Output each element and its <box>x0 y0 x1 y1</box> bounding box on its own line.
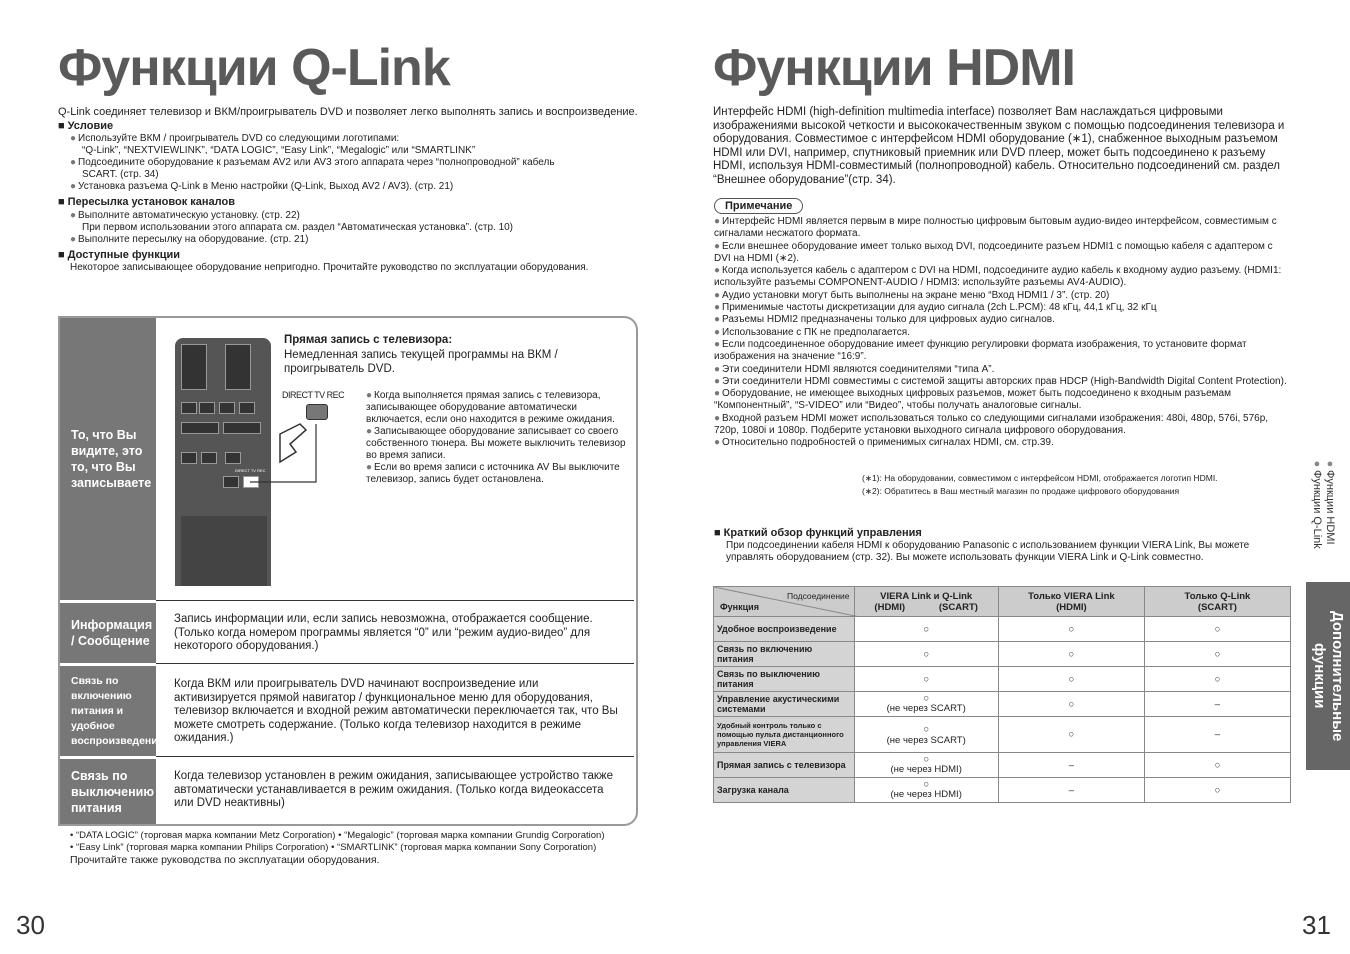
hdmi-note: ● Эти соединители HDMI совместимы с системой защиты авторских прав HDCP (High-Bandwidth Digital Content Protection). <box>714 376 1288 388</box>
left-page-title: Функции Q-Link <box>58 39 450 97</box>
header-viera-qlink <box>854 587 998 617</box>
control-overview-heading: ■ Краткий обзор функций управления <box>714 527 922 541</box>
direct-rec-notes <box>366 390 628 486</box>
cell-viera-qlink-note: (не через HDMI) <box>890 789 962 800</box>
hdmi-note: ● Относительно подробностей о применимых сигналах HDMI, см. стр.39. <box>714 437 1288 449</box>
channel-item-cont: При первом использовании этого аппарата см. раздел “Автоматическая установка”. (стр. 10) <box>82 221 514 233</box>
hdmi-note: ● Использование с ПК не предполагается. <box>714 327 1288 339</box>
hdmi-note: ● Оборудование, не имеющее выходных цифровых разъемов, может быть подсоединено к входным разъемам “Компонентный”, “S-VIDEO” или “Видео”, чтобы получать аналоговые сигналы. <box>714 388 1288 413</box>
cell-viera-qlink: ○ <box>923 693 930 704</box>
direct-rec-note: ● Если во время записи с источника AV Вы выключите телевизор, запись будет остановлена. <box>366 462 628 486</box>
cell-viera-qlink-note: (не через HDMI) <box>890 764 962 775</box>
hdmi-footnotes <box>862 472 1218 498</box>
pointing-hand-icon <box>240 414 330 484</box>
hdmi-intro: Интерфейс HDMI (high-definition multimedia interface) позволяет Вам наслаждаться цифровыми изображениями высокой четкости и высококачественным звуком с помощью подсоединения телевизора и оборудования. Совместимое с интерфейсом HDMI оборудование (∗1), снабженное выходным разъемом HDMI или DVI, например, спутниковый приемник или DVD плеер, может быть подсоединено к разъему HDMI, используя HDMI-совместимый (полнопроводной) кабель. Относительно подсоединений см. раздел “Внешнее оборудование”(стр. 34). <box>713 106 1285 186</box>
page-number-right: 31 <box>1302 910 1331 940</box>
cell-qlink-only: – <box>1144 692 1290 717</box>
left-intro-section <box>58 106 638 274</box>
qlink-label-power-off: Связь по выключению питания <box>60 759 156 824</box>
header-qlink-only-scart: (SCART) <box>1197 601 1237 613</box>
side-index-hdmi: ●Функции HDMI <box>1324 458 1336 545</box>
functions-table <box>713 586 1291 803</box>
qlink-info-text: Запись информации или, если запись невозможна, отображается сообщение. (Только когда номером программы является “0” или “режим аудио-видео” для некоторого оборудования.) <box>174 613 593 652</box>
header-qlink-only-label: Только Q-Link <box>1184 590 1251 602</box>
footnote-2: (∗2): Обратитесь в Ваш местный магазин по продаже цифрового оборудования <box>862 486 1180 496</box>
row-divider <box>156 756 634 757</box>
cell-qlink-only: ○ <box>1144 753 1290 778</box>
header-connection: Подсоединение <box>786 591 850 601</box>
side-index <box>1310 458 1336 549</box>
cell-qlink-only: ○ <box>1144 778 1290 803</box>
row-function: Связь по включению питания <box>714 642 855 667</box>
hdmi-note: ● Разъемы HDMI2 предназначены только для цифровых аудио сигналов. <box>714 314 1288 326</box>
row-function: Удобный контроль только с помощью пульта дистанционного управления VIERA <box>714 717 855 753</box>
direct-tv-rec-label: DIRECT TV REC <box>282 390 345 400</box>
channel-item: ● Выполните пересылку на оборудование. (стр. 21) <box>58 234 638 246</box>
qlink-label-what-you-see: То, что Вы видите, это то, что Вы записываете <box>60 318 156 600</box>
header-hdmi: (HDMI) <box>874 601 906 613</box>
row-divider <box>156 600 634 601</box>
qlink-intro: Q-Link соединяет телевизор и ВКМ/проигрыватель DVD и позволяет легко выполнять запись и воспроизведение. <box>58 106 638 118</box>
note-heading: Примечание <box>714 198 803 214</box>
remote-direct-label: DIRECT TV REC <box>235 468 266 473</box>
row-function: Управление акустическими системами <box>714 692 855 717</box>
cell-viera-qlink: ○ <box>923 673 930 685</box>
page-number-left: 30 <box>16 910 45 940</box>
condition-item-cont: “Q-Link”, “NEXTVIEWLINK”, “DATA LOGIC”, “Easy Link”, “Megalogic” или “SMARTLINK” <box>82 145 476 156</box>
row-function: Удобное воспроизведение <box>714 617 855 642</box>
condition-item-cont: SCART. (стр. 34) <box>82 169 159 180</box>
direct-rec-text: Немедленная запись текущей программы на ВКМ / проигрыватель DVD. <box>284 349 558 375</box>
section-tab-label: Дополнительные функции <box>1311 610 1346 742</box>
cell-qlink-only: ○ <box>1144 617 1290 642</box>
cell-viera-only: ○ <box>998 717 1144 753</box>
cell-qlink-only: ○ <box>1144 642 1290 667</box>
table-row <box>714 667 1291 692</box>
hdmi-note: ● Применимые частоты дискретизации для аудио сигнала (2ch L.PCM): 48 кГц, 44,1 кГц, 32 кГц <box>714 302 1288 314</box>
control-overview-text: При подсоединении кабеля HDMI к оборудованию Panasonic с использованием функции VIERA Link, Вы можете управлять оборудованием (стр. 32). Вы можете использовать функции VIERA Link и Q-Link совместно. <box>726 540 1250 563</box>
table-corner-header <box>714 587 855 617</box>
cell-viera-qlink: ○ <box>923 623 930 635</box>
hdmi-note: ● Когда используется кабель с адаптером с DVI на HDMI, подсоедините аудио кабель к входному аудио разъему. (HDMI1: используйте разъемы COMPONENT-AUDIO / HDMI3: используйте разъемы AV4-AUDIO). <box>714 265 1288 290</box>
cell-viera-only: – <box>998 753 1144 778</box>
side-index-qlink-label: Функции Q-Link <box>1311 470 1323 549</box>
cell-viera-qlink-note: (не через SCART) <box>886 734 966 746</box>
hdmi-note: ● Эти соединители HDMI являются соединителями “типа A”. <box>714 364 1288 376</box>
table-row <box>714 717 1291 753</box>
footnote-1: (∗1): На оборудовании, совместимом с интерфейсом HDMI, отображается логотип HDMI. <box>862 473 1218 483</box>
condition-item: ● Подсоедините оборудование к разъемам AV2 или AV3 этого аппарата через “полнопроводной” кабель <box>58 157 638 169</box>
row-function: Загрузка канала <box>714 778 855 803</box>
table-row <box>714 753 1291 778</box>
channel-item: ● Выполните автоматическую установку. (стр. 22) <box>58 210 638 222</box>
hdmi-note: ● Если внешнее оборудование имеет только выход DVI, подсоедините разъем HDMI1 с помощью кабеля с адаптером с DVI на HDMI (∗2). <box>714 241 1288 266</box>
row-divider <box>156 663 634 664</box>
cell-viera-only: ○ <box>998 642 1144 667</box>
available-functions-heading: ■ Доступные функции <box>58 249 638 263</box>
header-viera-qlink-label: VIERA Link и Q-Link <box>880 590 973 602</box>
table-row <box>714 692 1291 717</box>
row-function: Прямая запись с телевизора <box>714 753 855 778</box>
direct-rec-title: Прямая запись с телевизора: <box>284 334 453 346</box>
available-functions-text: Некоторое записывающее оборудование непригодно. Прочитайте руководство по эксплуатации оборудования. <box>70 262 589 273</box>
trademark-footnotes <box>70 830 605 866</box>
condition-item: ● Используйте ВКМ / проигрыватель DVD со следующими логотипами: <box>58 133 638 145</box>
table-row <box>714 617 1291 642</box>
qlink-power-off-text: Когда телевизор установлен в режим ожидания, записывающее устройство также автоматически устанавливается в режим ожидания. (Только когда видеокассета или DVD неактивны) <box>174 770 613 809</box>
cell-viera-qlink: ○ <box>923 779 930 790</box>
cell-qlink-only: – <box>1144 717 1290 753</box>
row-function: Связь по выключению питания <box>714 667 855 692</box>
hdmi-note: ● Аудио установки могут быть выполнены на экране меню “Вход HDMI1 / 3”. (стр. 20) <box>714 290 1288 302</box>
cell-qlink-only: ○ <box>1144 667 1290 692</box>
header-qlink-only <box>1144 587 1290 617</box>
condition-item: ● Установка разъема Q-Link в Меню настройки (Q-Link, Выход AV2 / AV3). (стр. 21) <box>58 181 638 193</box>
cell-viera-only: – <box>998 778 1144 803</box>
hdmi-note: ● Интерфейс HDMI является первым в мире полностью цифровым бытовым аудио-видео интерфейсом, совместимым с сигналами несжатого формата. <box>714 216 1288 241</box>
section-tab <box>1306 582 1350 770</box>
cell-viera-qlink: ○ <box>923 723 930 735</box>
cell-viera-qlink: ○ <box>923 648 930 660</box>
qlink-power-on-text: Когда ВКМ или проигрыватель DVD начинают воспроизведение или активизируется прямой навигатор / функциональное меню для оборудования, телевизор включается и входной режим автоматически переключается так, что Вы можете смотреть содержание. (Только когда телевизор находится в режиме ожидания.) <box>174 678 618 744</box>
header-viera-only-label: Только VIERA Link <box>1028 590 1115 602</box>
side-index-hdmi-label: Функции HDMI <box>1324 470 1336 545</box>
channel-transfer-heading: ■ Пересылка установок каналов <box>58 196 638 210</box>
footnote-line: • “Easy Link” (торговая марка компании Philips Corporation) • “SMARTLINK” (торговая марка компании Sony Corporation) <box>70 842 597 853</box>
side-index-qlink: ●Функции Q-Link <box>1311 458 1323 549</box>
header-function: Функция <box>720 602 759 612</box>
qlink-label-power-on: Связь по включению питания и удобное воспроизведение <box>60 666 156 756</box>
condition-heading: ■ Условие <box>58 120 638 134</box>
cell-viera-qlink-note: (не через SCART) <box>886 703 966 714</box>
qlink-label-info: Информация / Сообщение <box>60 603 156 663</box>
table-row <box>714 642 1291 667</box>
right-page-title: Функции HDMI <box>713 39 1075 97</box>
hdmi-notes-list <box>714 216 1288 450</box>
footnote-line: Прочитайте также руководства по эксплуатации оборудования. <box>70 854 380 866</box>
cell-viera-only: ○ <box>998 692 1144 717</box>
direct-rec-note: ● Записывающее оборудование записывает со своего собственного тюнера. Вы можете выключить телевизор во время записи. <box>366 426 628 462</box>
header-scart: (SCART) <box>938 601 978 613</box>
table-row <box>714 778 1291 803</box>
direct-rec-note: ● Когда выполняется прямая запись с телевизора, записывающее оборудование автоматически включается, если оно находится в режиме ожидания. <box>366 390 628 426</box>
header-viera-only-hdmi: (HDMI) <box>1056 601 1087 613</box>
qlink-functions-box <box>58 316 638 826</box>
header-viera-only <box>998 587 1144 617</box>
cell-viera-qlink: ○ <box>923 754 930 765</box>
cell-viera-only: ○ <box>998 667 1144 692</box>
cell-viera-only: ○ <box>998 617 1144 642</box>
footnote-line: • “DATA LOGIC” (торговая марка компании Metz Corporation) • “Megalogic” (торговая марка компании Grundig Corporation) <box>70 830 605 841</box>
hdmi-note: ● Входной разъем HDMI может использоваться только со следующими сигналами изображения: 480i, 480p, 576i, 576p, 720p, 1080i и 1080p. Подберите установки выходного сигнала цифрового оборудования. <box>714 413 1288 438</box>
hdmi-note: ● Если подсоединенное оборудование имеет функцию регулировки формата изображения, то установите формат изображения на значение “16:9”. <box>714 339 1288 364</box>
